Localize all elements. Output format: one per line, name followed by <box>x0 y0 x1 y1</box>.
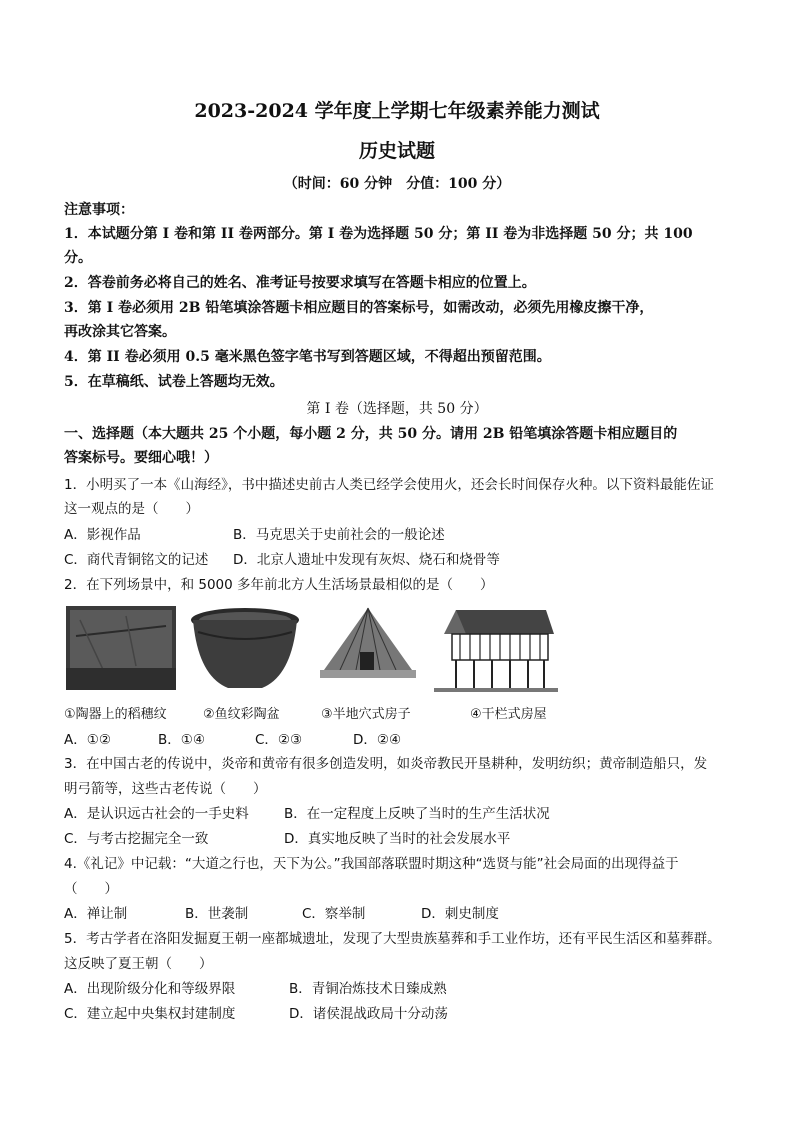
q5-option-b: B．青铜冶炼技术日臻成熟 <box>289 981 447 997</box>
q5-stem-a: 5．考古学者在洛阳发掘夏王朝一座都城遗址，发现了大型贵族墓葬和手工业作坊，还有平民生活区和墓葬群。 <box>64 931 721 947</box>
section-instruction-a: 一、选择题（本大题共 25 个小题，每小题 2 分，共 50 分。请用 2B 铅笔填涂答题卡相应题目的 <box>64 426 678 442</box>
q4-option-a: A．禅让制 <box>64 906 128 922</box>
section-title: 第 I 卷（选择题，共 50 分） <box>306 401 488 417</box>
q3-stem-a: 3．在中国古老的传说中，炎帝和黄帝有很多创造发明，如炎帝教民开垦耕种，发明纺织；黄帝制造船只，发 <box>64 756 708 772</box>
note-2: 2．答卷前务必将自己的姓名、准考证号按要求填写在答题卡相应的位置上。 <box>64 275 536 291</box>
q1-stem-b: 这一观点的是（ ） <box>64 501 199 517</box>
q1-option-a: A．影视作品 <box>64 527 141 543</box>
q1-option-c: C．商代青铜铭文的记述 <box>64 552 209 568</box>
q3-option-d: D．真实地反映了当时的社会发展水平 <box>284 831 511 847</box>
image-caption-3: ③半地穴式房子 <box>321 707 411 722</box>
semi-underground-house-image <box>320 606 416 692</box>
section-instruction-b: 答案标号。要细心哦！） <box>64 450 218 466</box>
q5-option-d: D．诸侯混战政局十分动荡 <box>289 1006 448 1022</box>
q2-option-c: C．②③ <box>255 732 303 748</box>
q3-option-a: A．是认识远古社会的一手史料 <box>64 806 249 822</box>
q1-option-b: B．马克思关于史前社会的一般论述 <box>233 527 445 543</box>
note-1b: 分。 <box>64 250 92 266</box>
q1-option-d: D．北京人遗址中发现有灰烬、烧石和烧骨等 <box>233 552 500 568</box>
q3-option-b: B．在一定程度上反映了当时的生产生活状况 <box>284 806 550 822</box>
notes-heading: 注意事项： <box>64 202 134 218</box>
exam-title: 2023-2024 学年度上学期七年级素养能力测试 <box>194 100 600 122</box>
q5-option-c: C．建立起中央集权封建制度 <box>64 1006 236 1022</box>
q1-stem-a: 1．小明买了一本《山海经》，书中描述史前古人类已经学会使用火，还会长时间保存火种。以下资料最能佐证 <box>64 477 714 493</box>
q4-option-b: B．世袭制 <box>185 906 249 922</box>
q2-option-b: B．①④ <box>158 732 205 748</box>
note-3b: 再改涂其它答案。 <box>64 324 176 340</box>
image-caption-1: ①陶器上的稻穗纹 <box>64 707 167 722</box>
q5-stem-b: 这反映了夏王朝（ ） <box>64 956 213 972</box>
note-4: 4．第 II 卷必须用 0.5 毫米黑色签字笔书写到答题区域，不得超出预留范围。 <box>64 349 551 365</box>
note-5: 5．在草稿纸、试卷上答题均无效。 <box>64 374 284 390</box>
q3-option-c: C．与考古挖掘完全一致 <box>64 831 209 847</box>
q4-stem-a: 4.《礼记》中记载：“大道之行也，天下为公。”我国部落联盟时期这种“选贤与能”社会局面的出现得益于 <box>64 856 679 872</box>
image-caption-4: ④干栏式房屋 <box>470 707 547 722</box>
q5-option-a: A．出现阶级分化和等级界限 <box>64 981 236 997</box>
q2-stem: 2．在下列场景中，和 5000 多年前北方人生活场景最相似的是（ ） <box>64 577 494 593</box>
q2-option-d: D．②④ <box>353 732 402 748</box>
fish-pattern-basin-image <box>188 606 302 692</box>
pottery-rice-pattern-image <box>66 606 176 690</box>
note-3a: 3．第 I 卷必须用 2B 铅笔填涂答题卡相应题目的答案标号，如需改动，必须先用橡皮擦干净， <box>64 300 654 316</box>
q3-stem-b: 明弓箭等，这些古老传说（ ） <box>64 781 267 797</box>
note-1a: 1．本试题分第 I 卷和第 II 卷两部分。第 I 卷为选择题 50 分；第 II 卷为非选择题 50 分；共 100 <box>64 226 693 242</box>
subject-title: 历史试题 <box>358 140 435 162</box>
q4-option-d: D．刺史制度 <box>421 906 499 922</box>
q4-option-c: C．察举制 <box>302 906 366 922</box>
time-score: （时间：60 分钟 分值：100 分） <box>283 176 511 192</box>
q4-stem-b: （ ） <box>64 881 118 897</box>
image-caption-2: ②鱼纹彩陶盆 <box>203 707 280 722</box>
stilt-house-image <box>434 604 558 692</box>
q2-option-a: A．①② <box>64 732 111 748</box>
